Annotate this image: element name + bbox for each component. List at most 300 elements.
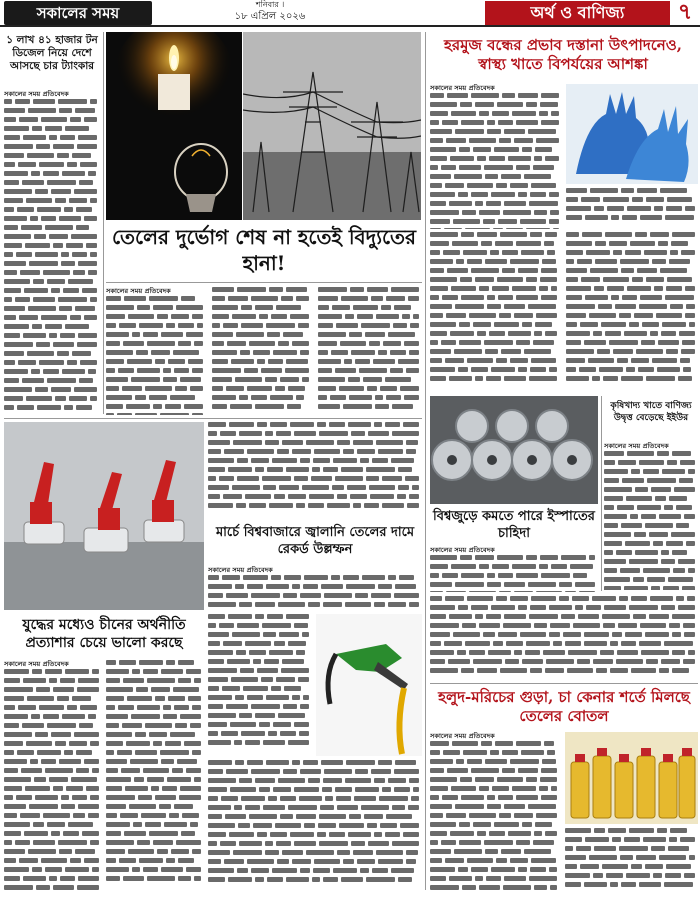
word-stub bbox=[484, 165, 513, 170]
word-stub bbox=[461, 295, 484, 300]
word-stub bbox=[340, 341, 366, 346]
word-stub bbox=[487, 804, 501, 809]
word-stub bbox=[378, 584, 392, 589]
word-stub bbox=[41, 216, 56, 221]
word-stub bbox=[545, 232, 557, 237]
word-stub bbox=[263, 805, 285, 810]
word-stub bbox=[212, 332, 233, 337]
word-stub bbox=[496, 596, 507, 601]
tanker-headline: ১ লাখ ৪১ হাজার টন ডিজেল নিয়ে দেশে আসছে চার ট্যাংকার bbox=[6, 34, 98, 72]
word-stub bbox=[664, 641, 693, 646]
word-stub bbox=[348, 422, 371, 427]
word-stub bbox=[680, 358, 690, 363]
text-line bbox=[212, 287, 312, 296]
word-stub bbox=[277, 449, 289, 454]
glove-headline: হরমুজ বন্ধের প্রভাব দস্তানা উৎপাদনেও, স্বাস্থ্য খাতে বিপর্যয়ের আশঙ্কা bbox=[443, 36, 683, 73]
word-stub bbox=[627, 286, 651, 291]
word-stub bbox=[278, 602, 305, 607]
word-stub bbox=[566, 376, 589, 381]
word-stub bbox=[74, 189, 97, 194]
word-stub bbox=[159, 804, 171, 809]
word-stub bbox=[378, 859, 403, 864]
text-line bbox=[318, 314, 422, 323]
word-stub bbox=[178, 660, 194, 665]
word-stub bbox=[584, 882, 607, 887]
word-stub bbox=[251, 395, 267, 400]
word-stub bbox=[444, 641, 462, 646]
word-stub bbox=[602, 864, 628, 869]
word-stub bbox=[566, 322, 577, 327]
text-line bbox=[430, 849, 560, 858]
word-stub bbox=[343, 859, 354, 864]
word-stub bbox=[65, 126, 89, 131]
word-stub bbox=[651, 846, 665, 851]
word-stub bbox=[391, 287, 419, 292]
word-stub bbox=[449, 876, 472, 881]
word-stub bbox=[604, 523, 618, 528]
word-stub bbox=[153, 840, 173, 845]
word-stub bbox=[299, 731, 309, 736]
word-stub bbox=[106, 341, 120, 346]
word-stub bbox=[611, 215, 619, 220]
word-stub bbox=[469, 138, 496, 143]
word-stub bbox=[528, 129, 556, 134]
word-stub bbox=[667, 460, 677, 465]
text-line bbox=[208, 704, 312, 713]
text-line bbox=[208, 832, 422, 841]
word-stub bbox=[647, 577, 665, 582]
word-stub bbox=[292, 760, 300, 765]
word-stub bbox=[288, 494, 306, 499]
word-stub bbox=[492, 111, 509, 116]
word-stub bbox=[294, 722, 309, 727]
text-line bbox=[430, 376, 560, 385]
word-stub bbox=[547, 750, 555, 755]
word-stub bbox=[670, 250, 678, 255]
word-stub bbox=[18, 162, 36, 167]
word-stub bbox=[541, 120, 559, 125]
agri-headline: কৃষিখাদ্য খাতে বাণিজ্য উদ্বৃত্ত বেড়েছে ইইউর bbox=[610, 401, 692, 423]
word-stub bbox=[106, 413, 114, 415]
word-stub bbox=[208, 584, 232, 589]
word-stub bbox=[672, 451, 691, 456]
text-line bbox=[4, 315, 100, 324]
word-stub bbox=[139, 660, 163, 665]
fuel-market-body-col2 bbox=[208, 614, 312, 756]
word-stub bbox=[348, 832, 371, 837]
word-stub bbox=[349, 332, 362, 337]
text-line bbox=[430, 564, 598, 573]
word-stub bbox=[149, 395, 167, 400]
word-stub bbox=[486, 201, 501, 206]
word-stub bbox=[343, 404, 372, 409]
text-line bbox=[208, 623, 312, 632]
word-stub bbox=[502, 93, 515, 98]
word-stub bbox=[241, 305, 252, 310]
word-stub bbox=[153, 404, 162, 409]
word-stub bbox=[106, 687, 133, 692]
word-stub bbox=[306, 850, 334, 855]
word-stub bbox=[118, 368, 134, 373]
word-stub bbox=[430, 129, 452, 134]
word-stub bbox=[653, 873, 662, 878]
word-stub bbox=[661, 605, 675, 610]
text-line bbox=[106, 795, 204, 804]
word-stub bbox=[430, 750, 440, 755]
word-stub bbox=[117, 413, 132, 415]
text-line bbox=[4, 360, 100, 369]
word-stub bbox=[541, 795, 557, 800]
word-stub bbox=[629, 605, 658, 610]
text-line bbox=[4, 822, 102, 831]
word-stub bbox=[451, 564, 476, 569]
word-stub bbox=[600, 650, 614, 655]
word-stub bbox=[168, 359, 185, 364]
word-stub bbox=[458, 192, 468, 197]
text-line bbox=[430, 232, 560, 241]
word-stub bbox=[627, 451, 654, 456]
word-stub bbox=[68, 279, 93, 284]
word-stub bbox=[430, 210, 459, 215]
word-stub bbox=[681, 250, 695, 255]
word-stub bbox=[283, 332, 303, 337]
word-stub bbox=[430, 232, 458, 237]
word-stub bbox=[237, 458, 248, 463]
word-stub bbox=[445, 858, 464, 863]
text-line bbox=[430, 183, 562, 192]
text-line bbox=[430, 596, 698, 605]
word-stub bbox=[208, 623, 216, 628]
word-stub bbox=[294, 841, 316, 846]
word-stub bbox=[666, 864, 691, 869]
word-stub bbox=[155, 696, 165, 701]
word-stub bbox=[666, 541, 683, 546]
word-stub bbox=[4, 777, 31, 782]
word-stub bbox=[4, 171, 28, 176]
word-stub bbox=[4, 696, 24, 701]
word-stub bbox=[385, 832, 400, 837]
word-stub bbox=[661, 331, 676, 336]
steel-text-1 bbox=[430, 555, 598, 592]
word-stub bbox=[657, 367, 680, 372]
word-stub bbox=[32, 126, 42, 131]
word-stub bbox=[489, 156, 505, 161]
word-stub bbox=[136, 687, 148, 692]
word-stub bbox=[351, 350, 375, 355]
text-line bbox=[106, 732, 204, 741]
word-stub bbox=[487, 129, 501, 134]
word-stub bbox=[383, 341, 401, 346]
word-stub bbox=[318, 287, 347, 292]
word-stub bbox=[658, 340, 679, 345]
word-stub bbox=[106, 350, 133, 355]
word-stub bbox=[228, 296, 248, 301]
word-stub bbox=[561, 614, 575, 619]
word-stub bbox=[313, 868, 330, 873]
word-stub bbox=[212, 404, 227, 409]
word-stub bbox=[308, 778, 320, 783]
word-stub bbox=[409, 778, 419, 783]
word-stub bbox=[132, 332, 140, 337]
word-stub bbox=[239, 395, 248, 400]
text-line bbox=[430, 129, 562, 138]
word-stub bbox=[4, 813, 17, 818]
word-stub bbox=[430, 201, 446, 206]
word-stub bbox=[174, 705, 189, 710]
word-stub bbox=[53, 243, 63, 248]
word-stub bbox=[406, 850, 418, 855]
steel-lead: সকালের সময় প্রতিবেদক bbox=[430, 546, 495, 554]
word-stub bbox=[613, 250, 622, 255]
word-stub bbox=[603, 197, 629, 202]
word-stub bbox=[520, 219, 546, 224]
word-stub bbox=[514, 313, 533, 318]
text-line bbox=[565, 855, 698, 864]
word-stub bbox=[4, 117, 16, 122]
word-stub bbox=[247, 386, 272, 391]
word-stub bbox=[616, 550, 632, 555]
word-stub bbox=[84, 759, 99, 764]
word-stub bbox=[446, 591, 466, 592]
word-stub bbox=[394, 305, 411, 310]
word-stub bbox=[646, 376, 675, 381]
word-stub bbox=[4, 189, 32, 194]
text-line bbox=[4, 270, 100, 279]
word-stub bbox=[298, 323, 309, 328]
word-stub bbox=[631, 358, 649, 363]
text-line bbox=[212, 296, 312, 305]
word-stub bbox=[566, 295, 582, 300]
word-stub bbox=[257, 668, 278, 673]
word-stub bbox=[624, 331, 647, 336]
word-stub bbox=[460, 555, 472, 560]
word-stub bbox=[430, 885, 459, 890]
word-stub bbox=[263, 632, 276, 637]
word-stub bbox=[234, 805, 242, 810]
text-line bbox=[566, 232, 698, 241]
newspaper-logo: সকালের সময় bbox=[4, 1, 152, 25]
word-stub bbox=[502, 250, 518, 255]
word-stub bbox=[592, 376, 600, 381]
word-stub bbox=[273, 722, 291, 727]
text-line bbox=[318, 296, 422, 305]
word-stub bbox=[366, 467, 395, 472]
china-headline: যুদ্ধের মধ্যেও চীনের অর্থনীতি প্রত্যাশার চেয়ে ভালো করছে bbox=[22, 617, 186, 651]
word-stub bbox=[493, 228, 503, 229]
word-stub bbox=[84, 315, 97, 320]
word-stub bbox=[635, 232, 647, 237]
word-stub bbox=[267, 467, 283, 472]
word-stub bbox=[565, 641, 581, 646]
word-stub bbox=[603, 277, 629, 282]
word-stub bbox=[170, 395, 195, 400]
word-stub bbox=[487, 582, 501, 587]
text-line bbox=[208, 823, 422, 832]
word-stub bbox=[392, 841, 419, 846]
word-stub bbox=[650, 331, 658, 336]
word-stub bbox=[621, 882, 636, 887]
text-line bbox=[4, 813, 102, 822]
word-stub bbox=[163, 705, 171, 710]
word-stub bbox=[485, 759, 507, 764]
word-stub bbox=[514, 591, 533, 592]
word-stub bbox=[411, 796, 419, 801]
word-stub bbox=[25, 786, 50, 791]
agri-lead: সকালের সময় প্রতিবেদক bbox=[604, 442, 669, 450]
word-stub bbox=[237, 623, 259, 628]
word-stub bbox=[585, 837, 609, 842]
word-stub bbox=[4, 876, 20, 881]
word-stub bbox=[430, 822, 456, 827]
word-stub bbox=[487, 573, 495, 578]
text-line bbox=[106, 840, 204, 849]
word-stub bbox=[683, 659, 695, 664]
word-stub bbox=[508, 156, 531, 161]
word-stub bbox=[553, 641, 562, 646]
word-stub bbox=[275, 386, 285, 391]
word-stub bbox=[597, 349, 610, 354]
word-stub bbox=[610, 668, 628, 673]
word-stub bbox=[535, 322, 552, 327]
word-stub bbox=[473, 659, 502, 664]
word-stub bbox=[309, 494, 334, 499]
word-stub bbox=[461, 232, 474, 237]
word-stub bbox=[76, 405, 92, 410]
word-stub bbox=[229, 832, 254, 837]
word-stub bbox=[226, 704, 248, 709]
text-line bbox=[208, 677, 312, 686]
word-stub bbox=[341, 467, 363, 472]
word-stub bbox=[281, 668, 309, 673]
word-stub bbox=[586, 250, 610, 255]
text-line bbox=[208, 805, 422, 814]
word-stub bbox=[45, 669, 62, 674]
word-stub bbox=[502, 750, 518, 755]
word-stub bbox=[318, 323, 333, 328]
word-stub bbox=[22, 180, 44, 185]
word-stub bbox=[4, 243, 22, 248]
word-stub bbox=[4, 768, 18, 773]
word-stub bbox=[312, 877, 320, 882]
word-stub bbox=[4, 306, 25, 311]
text-line bbox=[4, 795, 102, 804]
word-stub bbox=[641, 340, 655, 345]
spice-lead: সকালের সময় প্রতিবেদক bbox=[430, 732, 495, 740]
word-stub bbox=[406, 449, 416, 454]
word-stub bbox=[19, 117, 38, 122]
word-stub bbox=[460, 777, 472, 782]
word-stub bbox=[59, 849, 72, 854]
word-stub bbox=[186, 669, 201, 674]
word-stub bbox=[186, 768, 201, 773]
text-line bbox=[604, 532, 698, 541]
word-stub bbox=[398, 877, 412, 882]
word-stub bbox=[270, 832, 287, 837]
word-stub bbox=[430, 277, 457, 282]
word-stub bbox=[135, 732, 146, 737]
word-stub bbox=[501, 849, 521, 854]
word-stub bbox=[593, 873, 603, 878]
text-line bbox=[318, 359, 422, 368]
word-stub bbox=[380, 386, 397, 391]
word-stub bbox=[386, 296, 405, 301]
word-stub bbox=[594, 206, 604, 211]
section-title: অর্থ ও বাণিজ্য bbox=[485, 1, 670, 25]
word-stub bbox=[522, 822, 532, 827]
word-stub bbox=[290, 422, 314, 427]
word-stub bbox=[184, 404, 203, 409]
text-line bbox=[208, 850, 422, 859]
word-stub bbox=[471, 768, 499, 773]
word-stub bbox=[627, 206, 651, 211]
word-stub bbox=[29, 261, 58, 266]
word-stub bbox=[41, 315, 67, 320]
word-stub bbox=[625, 541, 650, 546]
word-stub bbox=[442, 795, 458, 800]
word-stub bbox=[41, 858, 67, 863]
word-stub bbox=[541, 268, 557, 273]
text-line bbox=[208, 796, 422, 805]
word-stub bbox=[151, 350, 170, 355]
word-stub bbox=[35, 732, 48, 737]
word-stub bbox=[539, 286, 548, 291]
word-stub bbox=[608, 828, 626, 833]
word-stub bbox=[4, 135, 20, 140]
text-line bbox=[4, 216, 100, 225]
word-stub bbox=[221, 796, 238, 801]
text-line bbox=[318, 287, 422, 296]
word-stub bbox=[408, 296, 419, 301]
word-stub bbox=[37, 750, 61, 755]
word-stub bbox=[283, 704, 297, 709]
word-stub bbox=[430, 849, 451, 854]
word-stub bbox=[23, 135, 46, 140]
word-stub bbox=[500, 232, 527, 237]
word-stub bbox=[273, 787, 291, 792]
word-stub bbox=[79, 180, 93, 185]
text-line bbox=[106, 296, 206, 305]
word-stub bbox=[494, 822, 519, 827]
text-line bbox=[604, 505, 698, 514]
word-stub bbox=[615, 304, 636, 309]
text-line bbox=[4, 378, 100, 387]
text-line bbox=[208, 485, 422, 494]
word-stub bbox=[404, 341, 419, 346]
word-stub bbox=[149, 732, 167, 737]
word-stub bbox=[122, 386, 142, 391]
word-stub bbox=[485, 849, 498, 854]
word-stub bbox=[688, 650, 695, 655]
word-stub bbox=[267, 877, 283, 882]
word-stub bbox=[53, 786, 63, 791]
text-line bbox=[4, 705, 102, 714]
word-stub bbox=[243, 575, 268, 580]
word-stub bbox=[400, 386, 419, 391]
word-stub bbox=[55, 396, 66, 401]
text-line bbox=[430, 367, 560, 376]
word-stub bbox=[620, 855, 633, 860]
text-line bbox=[430, 668, 698, 677]
text-line bbox=[430, 623, 698, 632]
word-stub bbox=[208, 722, 227, 727]
text-line bbox=[430, 641, 698, 650]
word-stub bbox=[4, 261, 26, 266]
tanker-text bbox=[4, 99, 100, 412]
text-line bbox=[106, 705, 204, 714]
word-stub bbox=[4, 378, 19, 383]
word-stub bbox=[566, 304, 595, 309]
word-stub bbox=[367, 386, 377, 391]
